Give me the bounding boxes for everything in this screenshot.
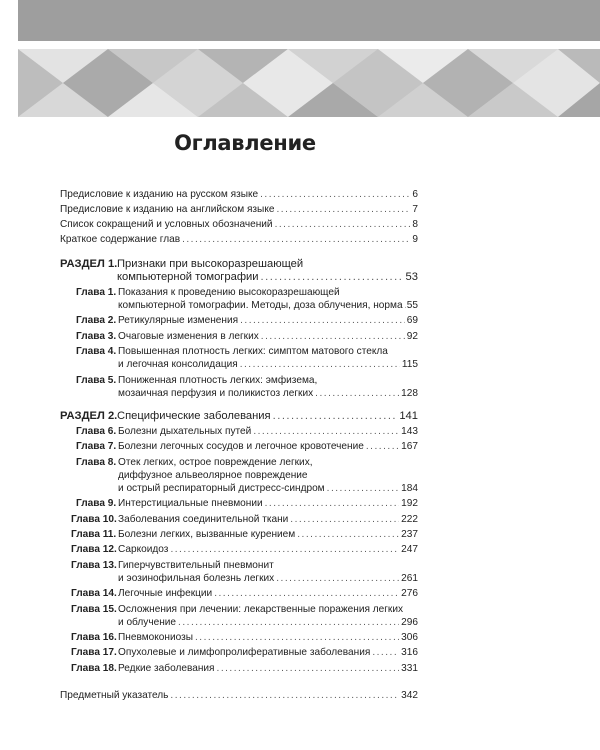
entry-text-line: и острый респираторный дистресс-синдром [118,482,325,494]
entry-last-line [60,689,418,702]
dot-leader [273,410,398,423]
entry-last-line [118,314,418,327]
toc-chapter-8[interactable] [60,456,418,495]
entry-last-line [118,330,418,343]
entry-text [118,662,418,675]
page-number: 276 [401,588,418,600]
toc-chapter-7[interactable] [60,440,418,453]
entry-text [60,218,418,231]
toc-chapter-15[interactable] [60,603,418,629]
entry-last-line [118,387,418,400]
entry-text-line: Ретикулярные изменения [118,315,239,327]
toc-chapter-16[interactable] [60,631,418,644]
entry-text [60,203,418,216]
toc-section-1[interactable] [60,258,418,284]
page-number: 222 [401,513,418,525]
dot-leader [276,203,410,216]
toc-chapter-12[interactable] [60,543,418,556]
entry-text [60,689,418,702]
dot-leader [261,271,404,284]
entry-text-line: Саркоидоз [118,544,169,556]
header-gray-bar [18,0,600,41]
triangle-pattern-banner [18,49,600,117]
entry-text-line: Болезни легких, вызванные курением [118,529,296,540]
dot-leader [290,513,399,526]
page-number: 184 [401,482,418,494]
entry-label: Глава 14. [71,588,117,600]
entry-last-line [60,218,418,231]
dot-leader [265,497,400,510]
entry-text [118,646,418,659]
entry-last-line [118,513,418,526]
toc-chapter-4[interactable] [60,345,418,371]
entry-last-line [118,587,418,600]
page-number: 115 [401,359,418,371]
toc-chapter-5[interactable] [60,374,418,400]
toc-chapter-6[interactable] [60,425,418,438]
entry-text [118,497,418,510]
dot-leader [276,572,399,585]
entry-text [118,440,418,453]
entry-text [118,543,418,556]
entry-text-line: мозаичная перфузия и поликистоз легких [118,387,314,399]
toc-chapter-1[interactable] [60,286,418,312]
entry-text [117,410,418,423]
page-number: 6 [412,189,418,200]
entry-last-line [60,203,418,216]
toc-chapter-18[interactable] [60,662,418,675]
entry-text-line: и легочная консолидация [118,359,238,371]
entry-text-line: Опухолевые и лимфопролиферативные заболевания [118,647,371,659]
page-number: 261 [401,572,418,584]
page-number: 92 [406,330,418,342]
entry-label: Глава 6. [76,426,117,437]
entry-text-line: Повышенная плотность легких: симптом матового стекла [118,346,388,358]
entry-text-line: Пониженная плотность легких: эмфизема, [118,374,318,386]
toc-section-2[interactable] [60,410,418,423]
entry-label: Глава 4. [76,346,117,358]
page-number: 8 [412,219,418,230]
entry-text [118,330,418,343]
entry-text [60,188,418,201]
entry-text-line: и эозинофильная болезнь легких [118,572,275,584]
page-number: 9 [412,234,418,245]
entry-label: Глава 15. [71,603,117,615]
toc-chapter-11[interactable] [60,528,418,541]
toc-chapter-14[interactable] [60,587,418,600]
entry-last-line [117,410,418,423]
entry-text-line: Легочные инфекции [118,588,213,600]
entry-text-line: Гиперчувствительный пневмонит [118,559,274,571]
dot-leader [261,330,405,343]
entry-text [118,587,418,600]
page-number: 143 [401,426,418,437]
entry-text-line: Краткое содержание глав [60,234,181,245]
dot-leader [260,188,410,201]
entry-label: Глава 2. [76,315,117,327]
page-number: 167 [401,441,418,453]
toc-entry-front-3[interactable] [60,218,418,231]
dot-leader [217,662,400,675]
entry-label: Глава 10. [71,513,117,525]
dot-leader [275,218,411,231]
toc-entry-front-1[interactable] [60,188,418,201]
entry-text-line: Заболевания соединительной ткани [118,513,289,525]
dot-leader [240,314,405,327]
entry-last-line [60,233,418,246]
toc-entry-front-4[interactable] [60,233,418,246]
entry-text-line: Болезни дыхательных путей [118,426,252,437]
entry-text-line: Болезни легочных сосудов и легочное кровотечение [118,441,364,453]
entry-text-line: и облучение [118,616,177,628]
entry-label: Глава 16. [71,632,117,643]
page-number: 331 [401,662,418,674]
toc-chapter-9[interactable] [60,497,418,510]
entry-text [118,374,418,400]
entry-text-line: Предисловие к изданию на русском языке [60,189,259,200]
entry-last-line [118,425,418,438]
toc-chapter-13[interactable] [60,559,418,585]
entry-last-line [118,482,418,495]
entry-last-line [118,616,418,629]
page-number: 316 [401,647,418,659]
entry-text [60,233,418,246]
toc-entry-index[interactable] [60,689,418,702]
dot-leader [214,587,399,600]
toc-chapter-10[interactable] [60,513,418,526]
entry-last-line [60,188,418,201]
entry-text [117,258,418,284]
toc-chapter-2[interactable] [60,314,418,327]
page-title: Оглавление [174,131,316,155]
entry-text [118,528,418,541]
dot-leader [240,358,400,371]
entry-text [118,603,418,629]
entry-text [118,513,418,526]
dot-leader [253,425,399,438]
page-number: 7 [412,204,418,215]
entry-text-line: Редкие заболевания [118,662,215,674]
page-number: 128 [401,387,418,399]
entry-last-line [118,572,418,585]
entry-text-line: Отек легких, острое повреждение легких, [118,456,313,468]
dot-leader [170,543,399,556]
entry-text [118,456,418,495]
entry-text-line: Пневмокониозы [118,632,193,643]
entry-label: РАЗДЕЛ 2. [60,410,118,422]
entry-label: Глава 17. [71,647,117,659]
entry-text-line: Интерстициальные пневмонии [118,498,263,510]
entry-text-line: Осложнения при лечении: лекарственные поражения легких [118,603,404,615]
entry-text-line: компьютерной томографии [117,271,259,283]
entry-text-line: Предисловие к изданию на английском языке [60,204,275,215]
page-number: 55 [406,300,418,311]
entry-label: Глава 11. [71,529,117,540]
dot-leader [327,482,400,495]
entry-text [118,631,418,644]
page-number: 192 [401,498,418,510]
dot-leader [195,631,399,644]
entry-last-line [118,440,418,453]
page-number: 306 [401,632,418,643]
entry-text-line: Предметный указатель [60,690,169,702]
entry-last-line [118,662,418,675]
entry-last-line [118,646,418,659]
entry-text-line: Показания к проведению высокоразрешающей [118,287,340,298]
entry-label: Глава 7. [76,441,117,453]
entry-last-line [118,631,418,644]
toc-chapter-3[interactable] [60,330,418,343]
entry-last-line [118,543,418,556]
dot-leader [297,528,399,541]
entry-label: Глава 12. [71,544,117,556]
toc-entry-front-2[interactable] [60,203,418,216]
entry-last-line [118,528,418,541]
entry-text-line: Специфические заболевания [117,410,271,422]
toc-chapter-17[interactable] [60,646,418,659]
dot-leader [372,646,399,659]
dot-leader [178,616,399,629]
entry-label: Глава 8. [76,456,117,468]
entry-last-line [118,299,418,312]
entry-label: Глава 13. [71,559,117,571]
entry-last-line [118,358,418,371]
entry-label: Глава 3. [76,330,117,342]
entry-text [118,345,418,371]
entry-text-line: диффузное альвеолярное повреждение [118,469,308,481]
dot-leader [366,440,399,453]
entry-text [118,286,418,312]
page-number: 237 [401,529,418,540]
page-number: 296 [401,616,418,628]
dot-leader [170,689,399,702]
entry-label: Глава 9. [76,498,117,510]
entry-text-line: Список сокращений и условных обозначений [60,219,273,230]
entry-text-line: Очаговые изменения в легких [118,330,259,342]
entry-label: Глава 18. [71,662,117,674]
page-number: 53 [405,271,418,283]
page-number: 141 [399,410,418,422]
dot-leader [315,387,399,400]
entry-last-line [118,497,418,510]
entry-text [118,559,418,585]
page-number: 69 [406,315,418,327]
page-number: 342 [401,690,418,702]
entry-text-line: Признаки при высокоразрешающей [117,258,304,270]
entry-label: РАЗДЕЛ 1. [60,258,118,270]
entry-last-line [117,271,418,284]
page-number: 247 [401,544,418,556]
dot-leader [182,233,410,246]
entry-label: Глава 5. [76,374,117,386]
entry-label: Глава 1. [76,287,117,298]
entry-text [118,425,418,438]
entry-text-line: компьютерной томографии. Методы, доза облучения, норма [118,300,403,311]
entry-text [118,314,418,327]
